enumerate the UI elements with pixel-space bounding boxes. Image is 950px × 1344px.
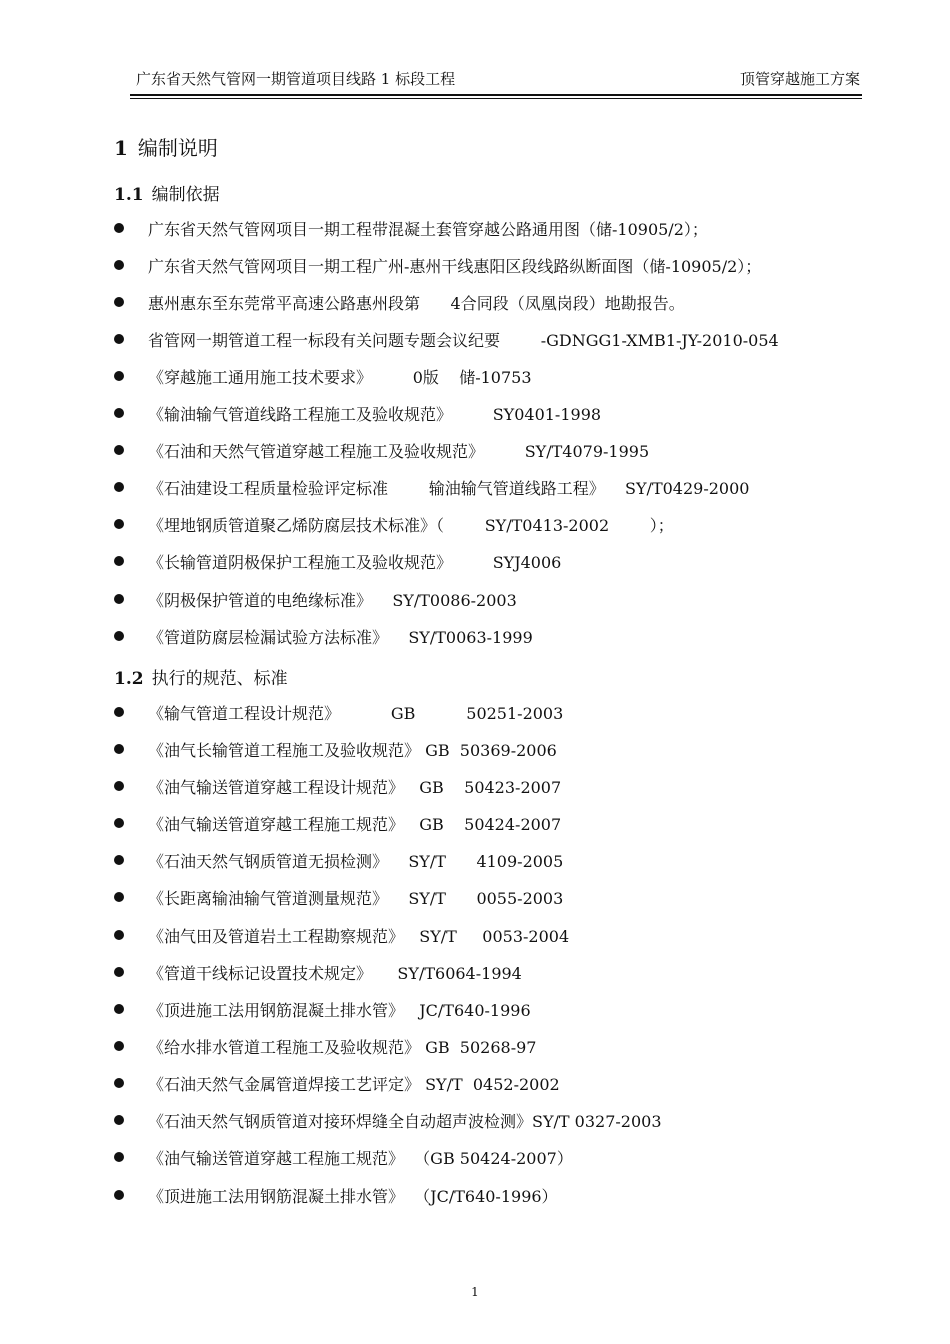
standard-item-text: 《油气长输管道工程施工及验收规范》 GB 50369-2006 — [148, 741, 557, 760]
basis-item-text: 《穿越施工通用施工技术要求》 0版 储-10753 — [148, 368, 532, 387]
bullet-icon — [114, 930, 124, 940]
standard-item-text: 《石油天然气钢质管道无损检测》 SY/T 4109-2005 — [148, 852, 564, 871]
standard-item-text: 《油气输送管道穿越工程设计规范》 GB 50423-2007 — [148, 778, 562, 797]
header-rule-thin — [130, 98, 862, 99]
bullet-icon — [114, 781, 124, 791]
bullet-icon — [114, 744, 124, 754]
page-header — [130, 68, 860, 94]
standard-item-text: 《输气管道工程设计规范》 GB 50251-2003 — [148, 704, 564, 723]
basis-item-text: 广东省天然气管网项目一期工程广州-惠州干线惠阳区段线路纵断面图（储-10905/2）； — [148, 257, 762, 276]
bullet-icon — [114, 594, 124, 604]
bullet-icon — [114, 556, 124, 566]
standard-item-text: 《管道干线标记设置技术规定》 SY/T6064-1994 — [148, 964, 522, 983]
basis-item-text: 广东省天然气管网项目一期工程带混凝土套管穿越公路通用图（储-10905/2）； — [148, 220, 708, 239]
standard-item-text: 《油气输送管道穿越工程施工规范》 GB 50424-2007 — [148, 815, 562, 834]
standard-item-text: 《长距离输油输气管道测量规范》 SY/T 0055-2003 — [148, 889, 564, 908]
basis-item-text: 省管网一期管道工程一标段有关问题专题会议纪要 -GDNGG1-XMB1-JY-2010-054 — [148, 331, 779, 350]
bullet-icon — [114, 967, 124, 977]
bullet-icon — [114, 1152, 124, 1162]
bullet-icon — [114, 1190, 124, 1200]
basis-item-text: 《石油和天然气管道穿越工程施工及验收规范》 SY/T4079-1995 — [148, 442, 650, 461]
basis-item-text: 《管道防腐层检漏试验方法标准》 SY/T0063-1999 — [148, 628, 533, 647]
section-number: 1.2 — [114, 669, 144, 689]
bullet-icon — [114, 855, 124, 865]
basis-item-text: 惠州惠东至东莞常平高速公路惠州段第 4合同段（凤凰岗段）地勘报告。 — [148, 294, 685, 313]
section-heading-1 — [114, 132, 218, 161]
bullet-icon — [114, 1078, 124, 1088]
bullet-icon — [114, 297, 124, 307]
bullet-icon — [114, 334, 124, 344]
bullet-icon — [114, 260, 124, 270]
section-number: 1 — [114, 136, 128, 160]
bullet-icon — [114, 519, 124, 529]
bullet-icon — [114, 892, 124, 902]
bullet-icon — [114, 818, 124, 828]
bullet-icon — [114, 1115, 124, 1125]
section-heading-1-1 — [114, 180, 220, 205]
bullet-icon — [114, 482, 124, 492]
bullet-icon — [114, 445, 124, 455]
standard-item-text: 《石油天然气金属管道焊接工艺评定》 SY/T 0452-2002 — [148, 1075, 560, 1094]
bullet-icon — [114, 1041, 124, 1051]
standard-item-text: 《石油天然气钢质管道对接环焊缝全自动超声波检测》SY/T 0327-2003 — [148, 1112, 662, 1131]
basis-item-text: 《阴极保护管道的电绝缘标准》 SY/T0086-2003 — [148, 591, 517, 610]
standard-item-text: 《油气输送管道穿越工程施工规范》 （GB 50424-2007） — [148, 1149, 573, 1168]
basis-item-text: 《埋地钢质管道聚乙烯防腐层技术标准》（ SY/T0413-2002 ）； — [148, 516, 674, 535]
section-title: 执行的规范、标准 — [151, 669, 288, 689]
basis-item-text: 《输油输气管道线路工程施工及验收规范》 SY0401-1998 — [148, 405, 602, 424]
bullet-icon — [114, 408, 124, 418]
bullet-icon — [114, 707, 124, 717]
standard-item-text: 《顶进施工法用钢筋混凝土排水管》 JC/T640-1996 — [148, 1001, 531, 1020]
bullet-icon — [114, 1004, 124, 1014]
section-title: 编制依据 — [151, 185, 220, 205]
bullet-icon — [114, 371, 124, 381]
page-number: 1 — [471, 1285, 479, 1299]
header-project-title: 广东省天然气管网一期管道项目线路 1 标段工程 — [136, 70, 456, 88]
standard-item-text: 《给水排水管道工程施工及验收规范》 GB 50268-97 — [148, 1038, 537, 1057]
section-heading-1-2 — [114, 664, 288, 689]
header-rule — [130, 94, 862, 96]
basis-item-text: 《长输管道阴极保护工程施工及验收规范》 SYJ4006 — [148, 553, 562, 572]
bullet-icon — [114, 223, 124, 233]
standard-item-text: 《油气田及管道岩土工程勘察规范》 SY/T 0053-2004 — [148, 927, 570, 946]
header-document-title: 顶管穿越施工方案 — [739, 70, 860, 88]
standard-item-text: 《顶进施工法用钢筋混凝土排水管》 （JC/T640-1996） — [148, 1187, 558, 1206]
section-title: 编制说明 — [137, 136, 218, 160]
basis-item-text: 《石油建设工程质量检验评定标准 输油输气管道线路工程》 SY/T0429-2000 — [148, 479, 750, 498]
bullet-icon — [114, 631, 124, 641]
section-number: 1.1 — [114, 185, 144, 205]
